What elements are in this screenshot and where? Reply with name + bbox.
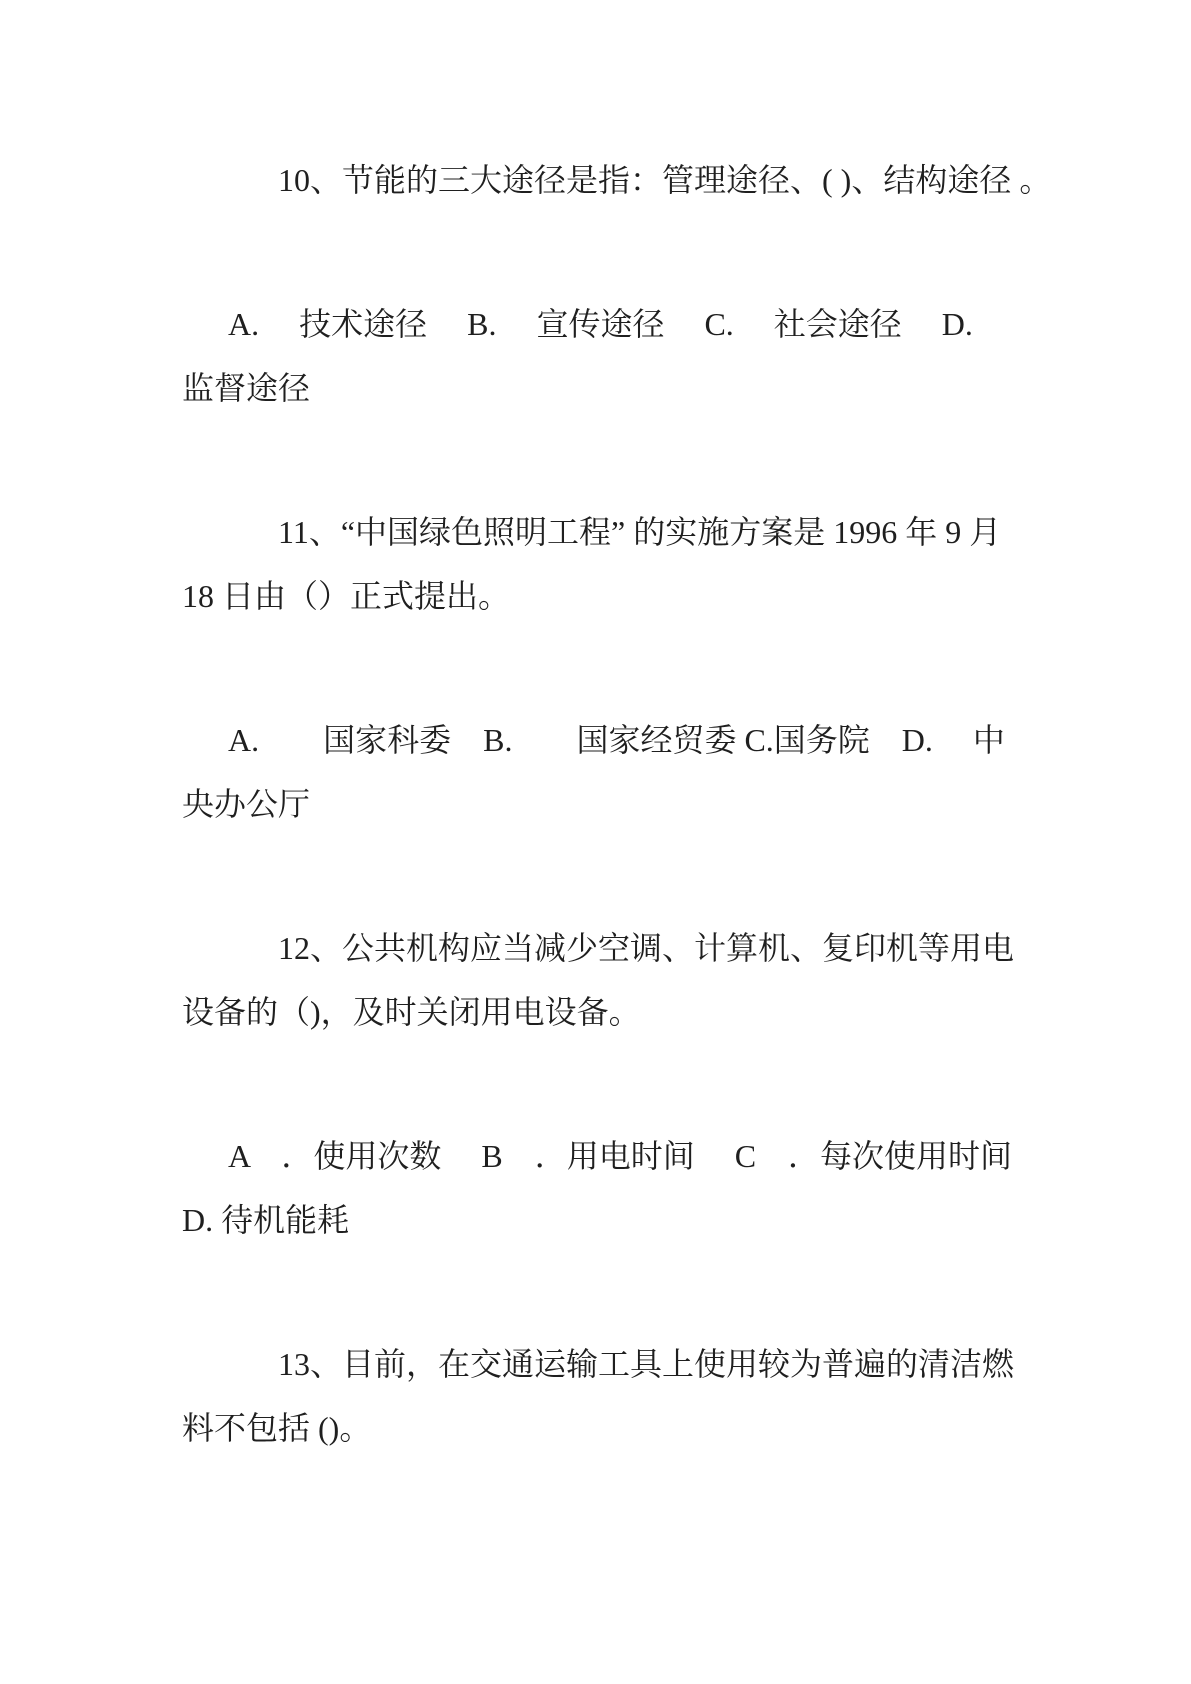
question-line: 设备的（)，及时关闭用电设备。	[182, 994, 641, 1030]
question-line: 10、节能的三大途径是指：管理途径、( )、结构途径 。	[278, 162, 1052, 198]
options-line: D. 待机能耗	[182, 1202, 350, 1238]
options-line: 央办公厅	[182, 786, 311, 822]
question-line: 18 日由（）正式提出。	[182, 578, 511, 614]
question-11-text	[182, 500, 1015, 628]
question-line: 料不包括 ()。	[182, 1410, 372, 1446]
question-line: 11、“中国绿色照明工程” 的实施方案是 1996 年 9 月	[278, 514, 1002, 550]
question-line: 13、目前，在交通运输工具上使用较为普遍的清洁燃	[278, 1346, 1015, 1382]
question-13-text	[182, 1332, 1015, 1460]
question-12-text	[182, 916, 1015, 1044]
question-11-options	[182, 708, 1015, 836]
options-line: A. 国家科委 B. 国家经贸委 C.国务院 D. 中	[228, 722, 1005, 758]
options-line: A. 技术途径 B. 宣传途径 C. 社会途径 D.	[228, 306, 973, 342]
question-10-options	[182, 292, 1015, 420]
question-12-options	[182, 1124, 1015, 1252]
question-line: 12、公共机构应当减少空调、计算机、复印机等用电	[278, 930, 1015, 966]
options-line: A ．使用次数 B ．用电时间 C ．每次使用时间	[228, 1138, 1013, 1174]
options-line: 监督途径	[182, 370, 311, 406]
question-10-text	[182, 148, 1052, 212]
